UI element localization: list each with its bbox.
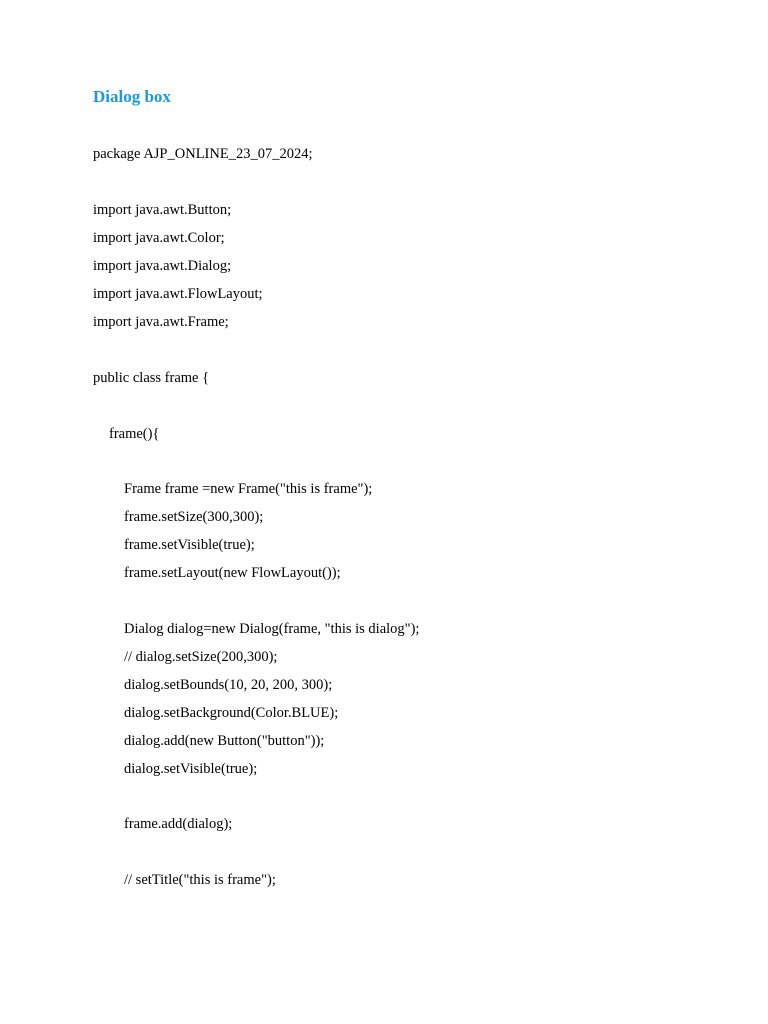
code-line-dialog-setbackground: dialog.setBackground(Color.BLUE); [124,705,339,721]
code-line-frame-setvisible: frame.setVisible(true); [124,537,255,553]
code-line-import-frame: import java.awt.Frame; [93,314,229,330]
code-line-settitle-comment: // setTitle("this is frame"); [124,872,276,888]
code-line-import-dialog: import java.awt.Dialog; [93,258,232,274]
code-line-dialog-setsize-comment: // dialog.setSize(200,300); [124,649,278,665]
code-line-import-color: import java.awt.Color; [93,230,225,246]
code-line-import-flowlayout: import java.awt.FlowLayout; [93,286,263,302]
code-line-frame-setsize: frame.setSize(300,300); [124,509,264,525]
code-line-frame-add-dialog: frame.add(dialog); [124,816,233,832]
code-line-package: package AJP_ONLINE_23_07_2024; [93,146,313,162]
code-line-import-button: import java.awt.Button; [93,202,232,218]
code-line-dialog-setbounds: dialog.setBounds(10, 20, 200, 300); [124,677,333,693]
code-line-dialog-add-button: dialog.add(new Button("button")); [124,733,325,749]
section-heading: Dialog box [93,87,171,106]
code-line-constructor: frame(){ [109,426,160,442]
code-line-class-declaration: public class frame { [93,370,210,386]
code-line-new-dialog: Dialog dialog=new Dialog(frame, "this is dialog"); [124,621,420,637]
code-line-new-frame: Frame frame =new Frame("this is frame"); [124,481,373,497]
code-line-dialog-setvisible: dialog.setVisible(true); [124,761,258,777]
code-line-frame-setlayout: frame.setLayout(new FlowLayout()); [124,565,341,581]
